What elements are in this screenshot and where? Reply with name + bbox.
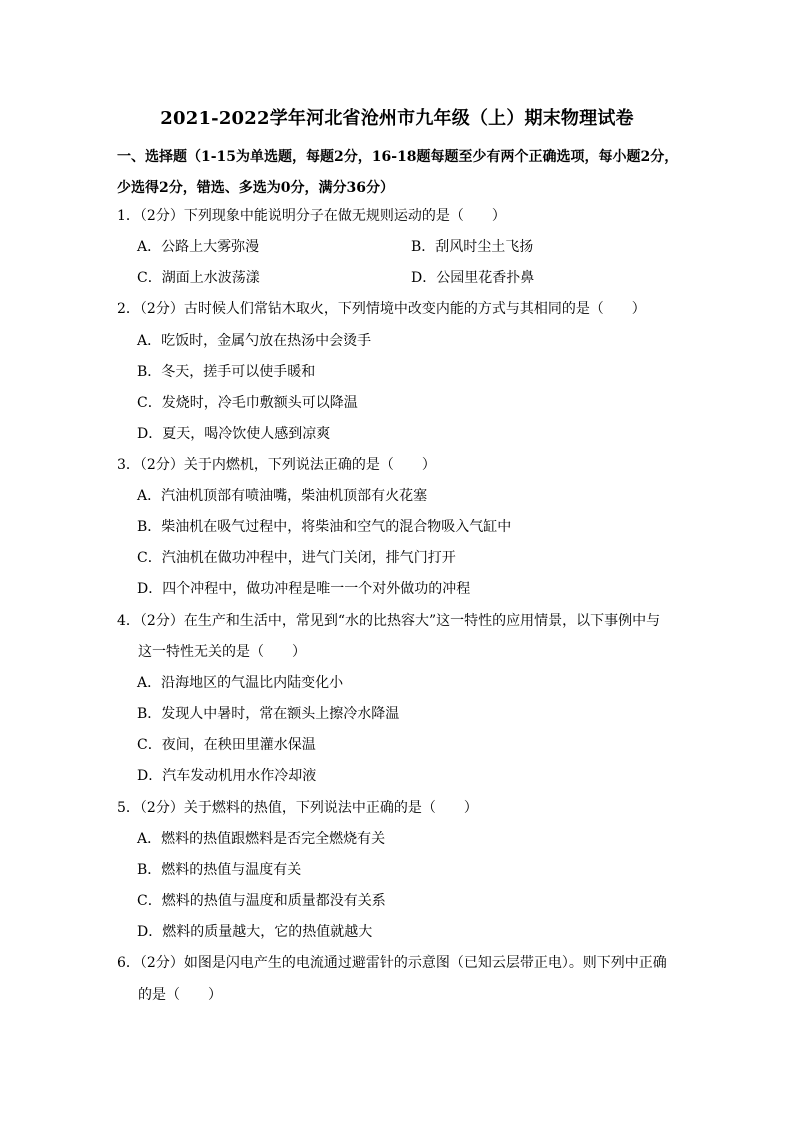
question-3-option-c: C．汽油机在做功冲程中，进气门关闭，排气门打开	[137, 550, 456, 566]
question-1-stem: 1．（2分）下列现象中能说明分子在做无规则运动的是（ ）	[117, 208, 506, 224]
section-heading-line-2: 少选得2分，错选、多选为0分，满分36分）	[117, 180, 394, 196]
question-2-stem: 2．（2分）古时候人们常钻木取火，下列情境中改变内能的方式与其相同的是（ ）	[117, 301, 646, 317]
question-1-option-b: B．刮风时尘土飞扬	[411, 239, 534, 255]
question-2-option-b: B．冬天，搓手可以使手暖和	[137, 364, 316, 380]
question-5-stem: 5．（2分）关于燃料的热值，下列说法中正确的是（ ）	[117, 800, 478, 816]
question-2-option-c: C．发烧时，冷毛巾敷额头可以降温	[137, 395, 358, 411]
exam-title: 2021-2022学年河北省沧州市九年级（上）期末物理试卷	[160, 108, 634, 129]
question-2-option-a: A．吃饭时，金属勺放在热汤中会烫手	[137, 333, 372, 349]
question-5-option-b: B．燃料的热值与温度有关	[137, 862, 302, 878]
section-heading-line-1: 一、选择题（1-15为单选题，每题2分，16-18题每题至少有两个正确选项，每小题2分，	[117, 149, 679, 165]
question-3-option-d: D．四个冲程中，做功冲程是唯一一个对外做功的冲程	[137, 581, 471, 597]
question-3-stem: 3．（2分）关于内燃机，下列说法正确的是（ ）	[117, 457, 436, 473]
question-1-option-a: A．公路上大雾弥漫	[137, 239, 260, 255]
question-3-option-b: B．柴油机在吸气过程中，将柴油和空气的混合物吸入气缸中	[137, 519, 512, 535]
question-1-option-c: C．湖面上水波荡漾	[137, 270, 260, 286]
question-4-option-a: A．沿海地区的气温比内陆变化小	[137, 675, 344, 691]
question-3-option-a: A．汽油机顶部有喷油嘴，柴油机顶部有火花塞	[137, 488, 428, 504]
question-4-stem-continued: 这一特性无关的是（ ）	[138, 644, 306, 660]
question-6-stem: 6．（2分）如图是闪电产生的电流通过避雷针的示意图（已知云层带正电）。则下列中正确	[117, 955, 667, 971]
question-4-option-b: B．发现人中暑时，常在额头上擦冷水降温	[137, 706, 400, 722]
question-1-option-d: D．公园里花香扑鼻	[411, 270, 535, 286]
question-5-option-a: A．燃料的热值跟燃料是否完全燃烧有关	[137, 831, 386, 847]
question-5-option-d: D．燃料的质量越大，它的热值就越大	[137, 924, 373, 940]
question-6-stem-continued: 的是（ ）	[138, 987, 222, 1003]
question-5-option-c: C．燃料的热值与温度和质量都没有关系	[137, 893, 386, 909]
question-4-option-d: D．汽车发动机用水作冷却液	[137, 768, 317, 784]
question-4-option-c: C．夜间，在秧田里灌水保温	[137, 737, 316, 753]
question-4-stem: 4．（2分）在生产和生活中，常见到“水的比热容大”这一特性的应用情景，以下事例中与	[117, 613, 661, 629]
question-2-option-d: D．夏天，喝冷饮使人感到凉爽	[137, 426, 331, 442]
